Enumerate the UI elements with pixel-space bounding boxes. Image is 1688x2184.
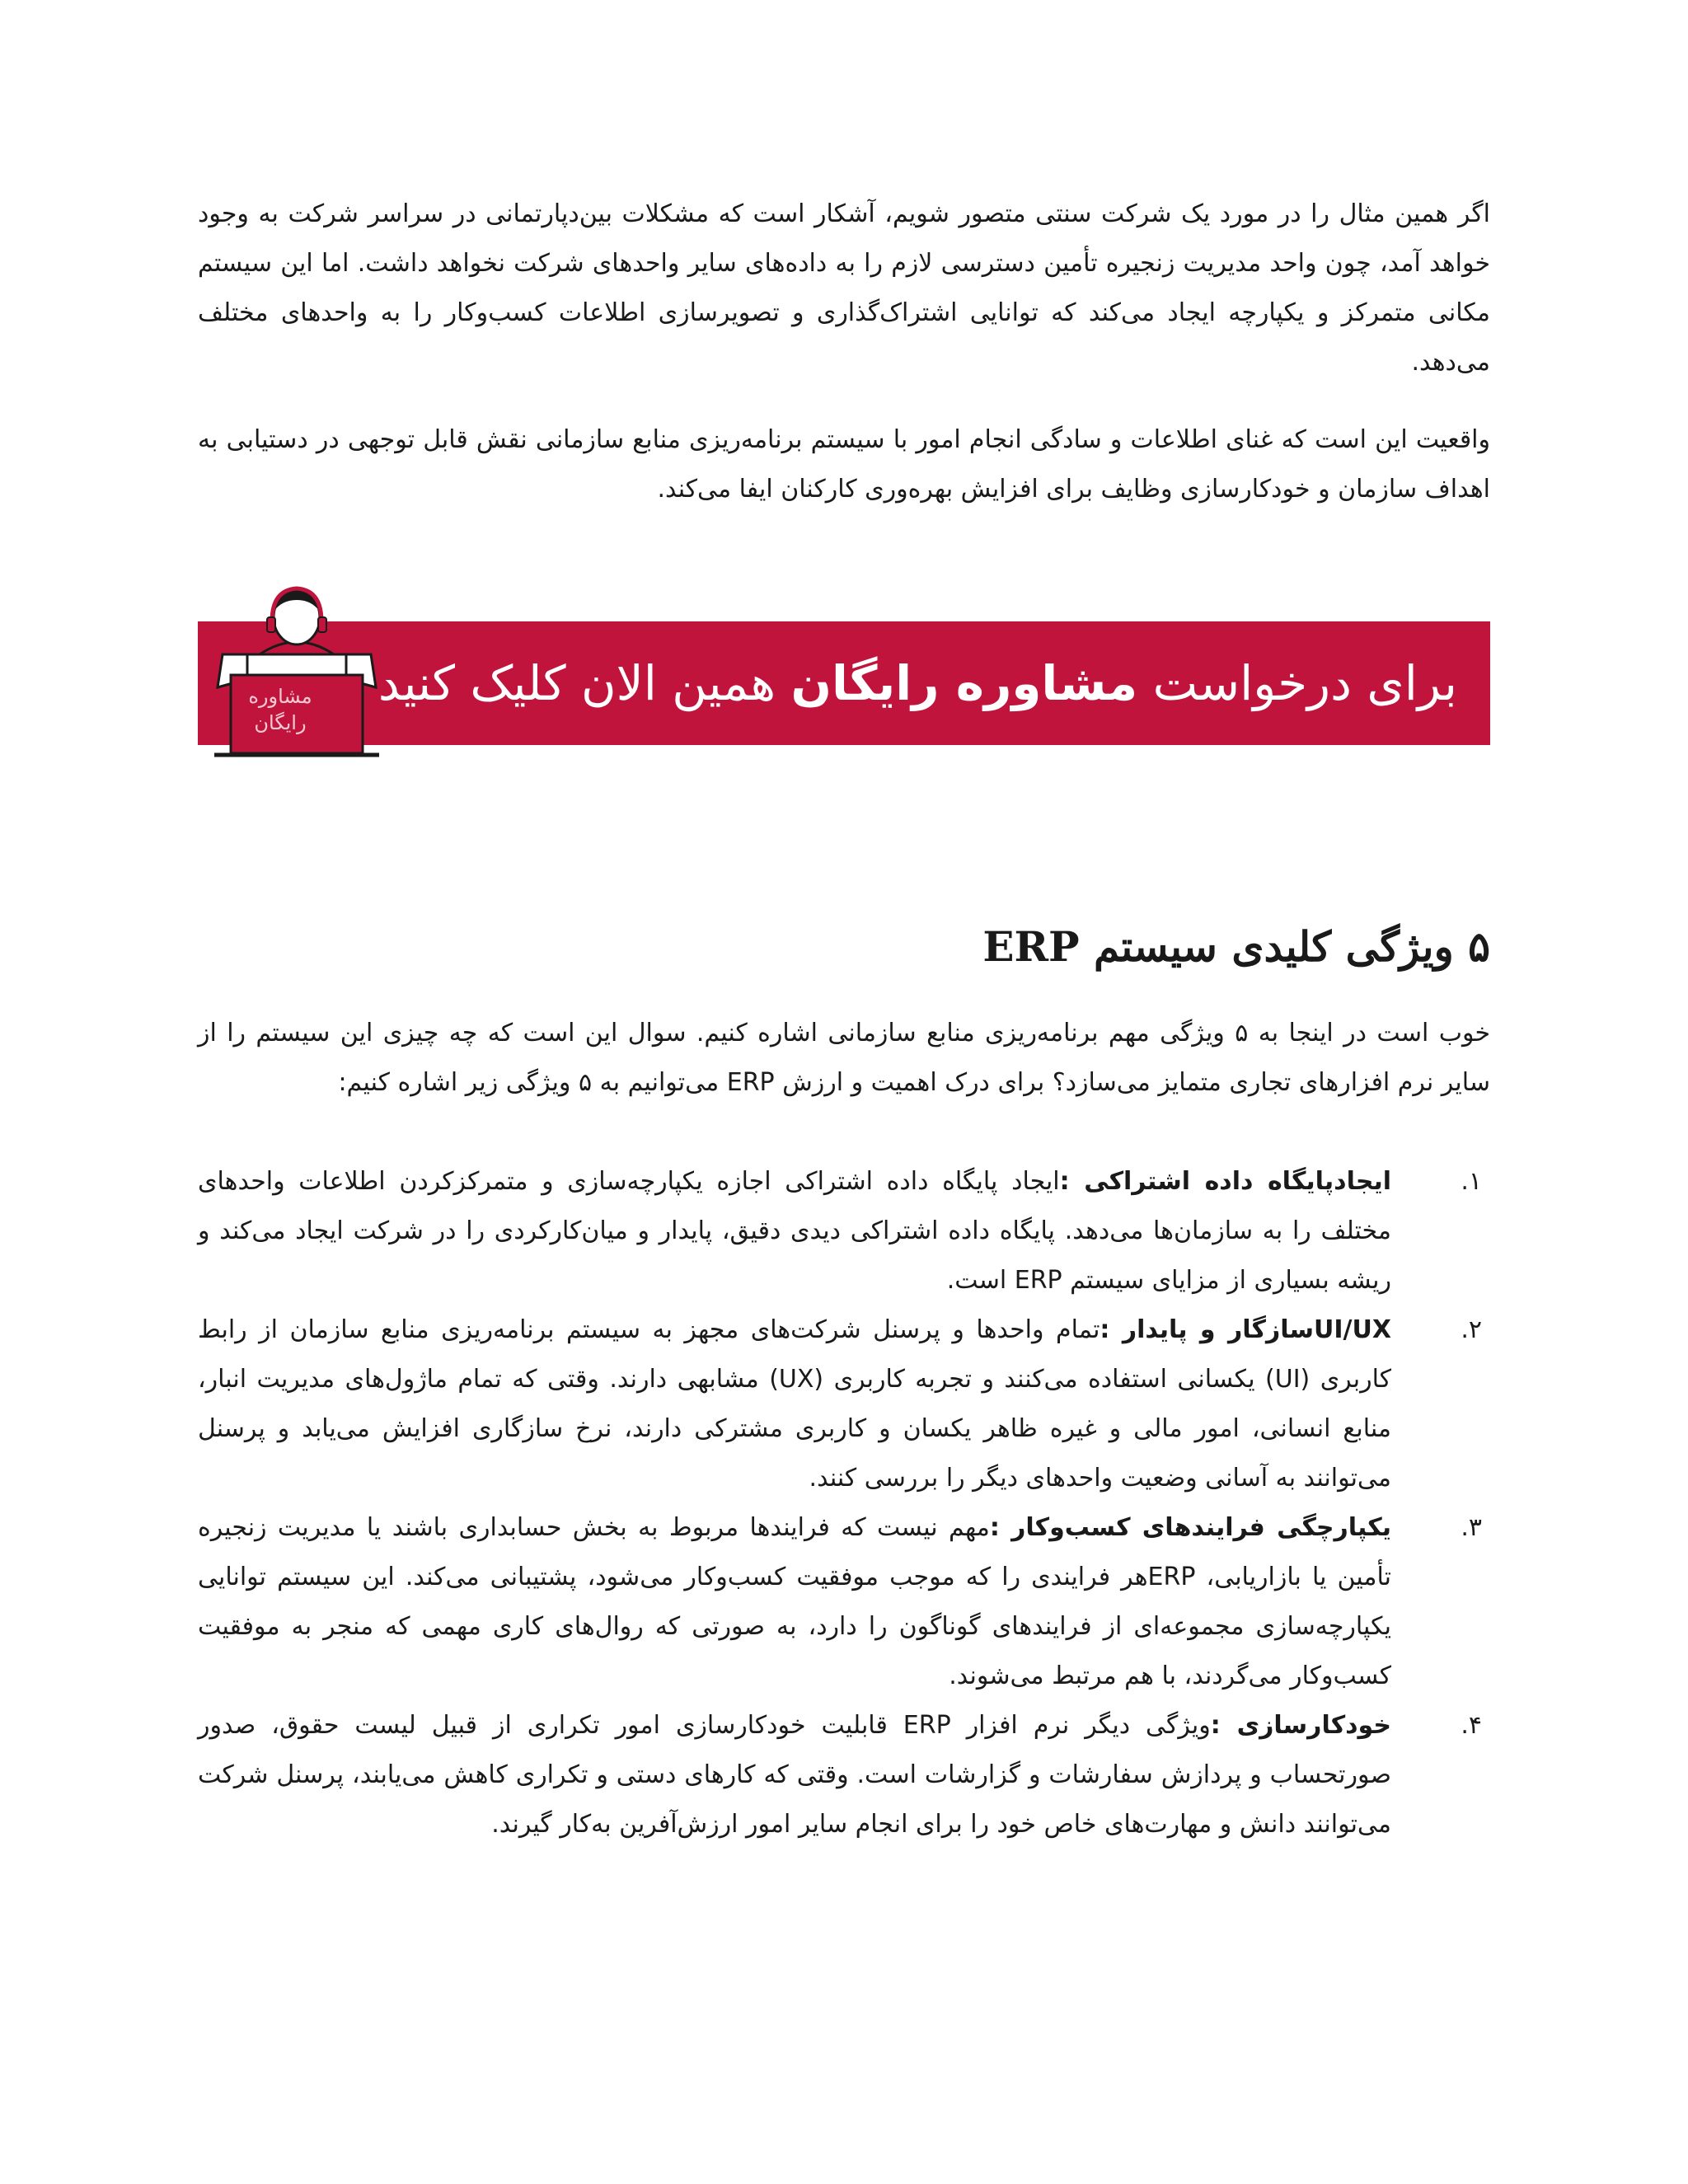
paragraph-1: اگر همین مثال را در مورد یک شرکت سنتی متصور شویم، آشکار است که مشکلات بین‌دپارتمانی در سراسر شرکت به وجود خواهد آمد، چون واحد مدیریت زنجیره تأمین دسترسی لازم را به داده‌های سایر واحدهای شرکت نخواهد داشت. اما این سیستم مکانی متمرکز و یکپارچه ایجاد می‌کند که توانایی اشتراک‌گذاری و تصویرسازی اطلاعات کسب‌وکار را به واحدهای مختلف می‌دهد. — [198, 199, 1490, 377]
feature-lead: ایجادپایگاه داده اشتراکی : — [1059, 1167, 1392, 1196]
feature-lead: UI/UXسازگار و پایدار : — [1100, 1315, 1391, 1344]
mascot-label-line2: رایگان — [254, 711, 307, 734]
feature-item — [198, 1503, 1490, 1701]
document-page — [198, 190, 1490, 1849]
consultation-banner[interactable] — [198, 572, 1490, 786]
feature-lead: خودکارسازی : — [1210, 1711, 1391, 1740]
feature-number: ۴. — [1461, 1711, 1482, 1740]
feature-item — [198, 1157, 1490, 1305]
feature-body: ایجاد پایگاه داده اشتراکی اجازه یکپارچه‌سازی و متمرکزکردن اطلاعات واحدهای مختلف را به سازمان‌ها می‌دهد. پایگاه داده اشتراکی دیدی دقیق، پایدار و میان‌کارکردی را در شرکت ایجاد می‌کند و ریشه بسیاری از مزایای سیستم ERP است. — [198, 1167, 1391, 1295]
feature-lead: یکپارچگی فرایندهای کسب‌وکار : — [989, 1513, 1391, 1542]
feature-number: ۳. — [1461, 1513, 1482, 1542]
banner-text-after: همین الان کلیک کنید — [377, 655, 791, 711]
section-title: ۵ ویژگی کلیدی سیستم ERP — [982, 922, 1490, 971]
feature-body: ویژگی دیگر نرم افزار ERP قابلیت خودکارسازی امور تکراری از قبیل لیست حقوق، صدور صورتحساب و پردازش سفارشات و گزارشات است. وقتی که کارهای دستی و تکراری کاهش می‌یابند، پرسنل شرکت می‌توانند دانش و مهارت‌های خاص خود را برای انجام سایر امور ارزش‌آفرین به‌کار گیرند. — [198, 1711, 1391, 1839]
feature-item — [198, 1305, 1490, 1503]
feature-number: ۲. — [1461, 1315, 1482, 1344]
feature-item — [198, 1701, 1490, 1849]
banner-bar[interactable] — [198, 621, 1490, 745]
banner-text-strong: مشاوره رایگان — [790, 655, 1138, 711]
feature-body: مهم نیست که فرایندها مربوط به بخش حسابداری باشند یا مدیریت زنجیره تأمین یا بازاریابی، ERPهر فرایندی را که موجب موفقیت کسب‌وکار می‌شود، پشتیبانی می‌کند. این سیستم توانایی یکپارچه‌سازی مجموعه‌ای از فرایندهای گوناگون را دارد، به صورتی که روال‌های کاری مهمی که منجر به موفقیت کسب‌وکار می‌گردند، با هم مرتبط می‌شوند. — [198, 1513, 1391, 1690]
mascot-label — [231, 683, 330, 736]
banner-text[interactable] — [378, 655, 1457, 711]
feature-number: ۱. — [1461, 1167, 1482, 1196]
section-intro: خوب است در اینجا به ۵ ویژگی مهم برنامه‌ریزی منابع سازمانی اشاره کنیم. سوال این است که چه چیزی این سیستم را از سایر نرم افزارهای تجاری متمایز می‌سازد؟ برای درک اهمیت و ارزش ERP می‌توانیم به ۵ ویژگی زیر اشاره کنیم: — [198, 1019, 1490, 1097]
feature-list — [198, 1157, 1490, 1849]
feature-body: تمام واحدها و پرسنل شرکت‌های مجهز به سیستم برنامه‌ریزی منابع سازمان از رابط کاربری (UI) یکسانی استفاده می‌کنند و تجربه کاربری (UX) مشابهی دارند. وقتی که تمام ماژول‌های مدیریت انبار، منابع انسانی، امور مالی و غیره ظاهر یکسان و کاربری مشترکی دارند، نرخ سازگاری افزایش می‌یابد و پرسنل می‌توانند به آسانی وضعیت واحدهای دیگر را بررسی کنند. — [198, 1315, 1391, 1493]
paragraph-2: واقعیت این است که غنای اطلاعات و سادگی انجام امور با سیستم برنامه‌ریزی منابع سازمانی نقش قابل توجهی در دستیابی به اهداف سازمان و خودکارسازی وظایف برای افزایش بهره‌وری کارکنان ایفا می‌کند. — [198, 425, 1490, 504]
banner-text-before: برای درخواست — [1137, 655, 1457, 711]
mascot-label-line1: مشاوره — [248, 685, 312, 708]
